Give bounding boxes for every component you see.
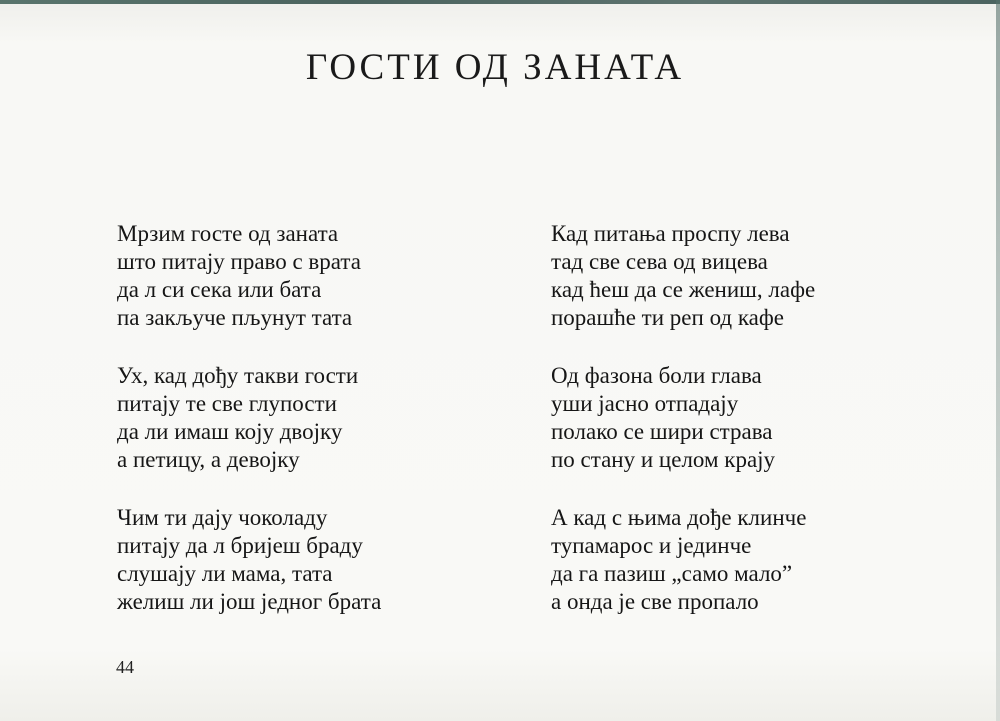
verse-line: полако се шири страва xyxy=(551,419,773,444)
verse-line: Ух, кад дођу такви гости xyxy=(117,363,359,388)
stanza-4 xyxy=(551,220,815,332)
verse-line: што питају право с врата xyxy=(117,249,361,274)
verse-line: а петицу, а девојку xyxy=(117,447,300,472)
verse-line: кад ћеш да се жениш, лафе xyxy=(551,277,816,302)
stanza-2 xyxy=(117,362,381,474)
verse-line: А кад с њима дође клинче xyxy=(551,505,807,530)
verse-line: Од фазона боли глава xyxy=(551,363,762,388)
right-column xyxy=(551,220,815,646)
verse-line: да л си сека или бата xyxy=(117,277,322,302)
page-number: 44 xyxy=(116,657,134,677)
page-right-edge xyxy=(996,0,1000,721)
poem-title: ГОСТИ ОД ЗАНАТА xyxy=(305,47,685,88)
verse-line: порашће ти реп од кафе xyxy=(551,305,784,330)
verse-line: питају да л бријеш браду xyxy=(117,533,363,558)
verse-line: питају те све глупости xyxy=(117,391,337,416)
verse-line: уши јасно отпадају xyxy=(551,391,739,416)
verse-line: Кад питања проспу лева xyxy=(551,221,790,246)
verse-line: па закључе пљунут тата xyxy=(117,305,353,330)
page-top-edge xyxy=(0,0,1000,4)
verse-line: по стану и целом крају xyxy=(551,447,776,472)
stanza-1 xyxy=(117,220,381,332)
stanza-6 xyxy=(551,504,815,616)
left-column xyxy=(117,220,381,646)
stanza-5 xyxy=(551,362,815,474)
verse-line: да ли имаш коју двојку xyxy=(117,419,343,444)
verse-line: да га пазиш „само мало” xyxy=(551,561,793,586)
verse-line: Чим ти дају чоколаду xyxy=(117,505,328,530)
verse-line: а онда је све пропало xyxy=(551,589,759,614)
verse-line: Мрзим госте од заната xyxy=(117,221,339,246)
verse-line: тад све сева од вицева xyxy=(551,249,768,274)
verse-line: слушају ли мама, тата xyxy=(117,561,333,586)
stanza-3 xyxy=(117,504,381,616)
verse-line: тупамарос и јединче xyxy=(551,533,752,558)
verse-line: желиш ли још једног брата xyxy=(117,589,382,614)
